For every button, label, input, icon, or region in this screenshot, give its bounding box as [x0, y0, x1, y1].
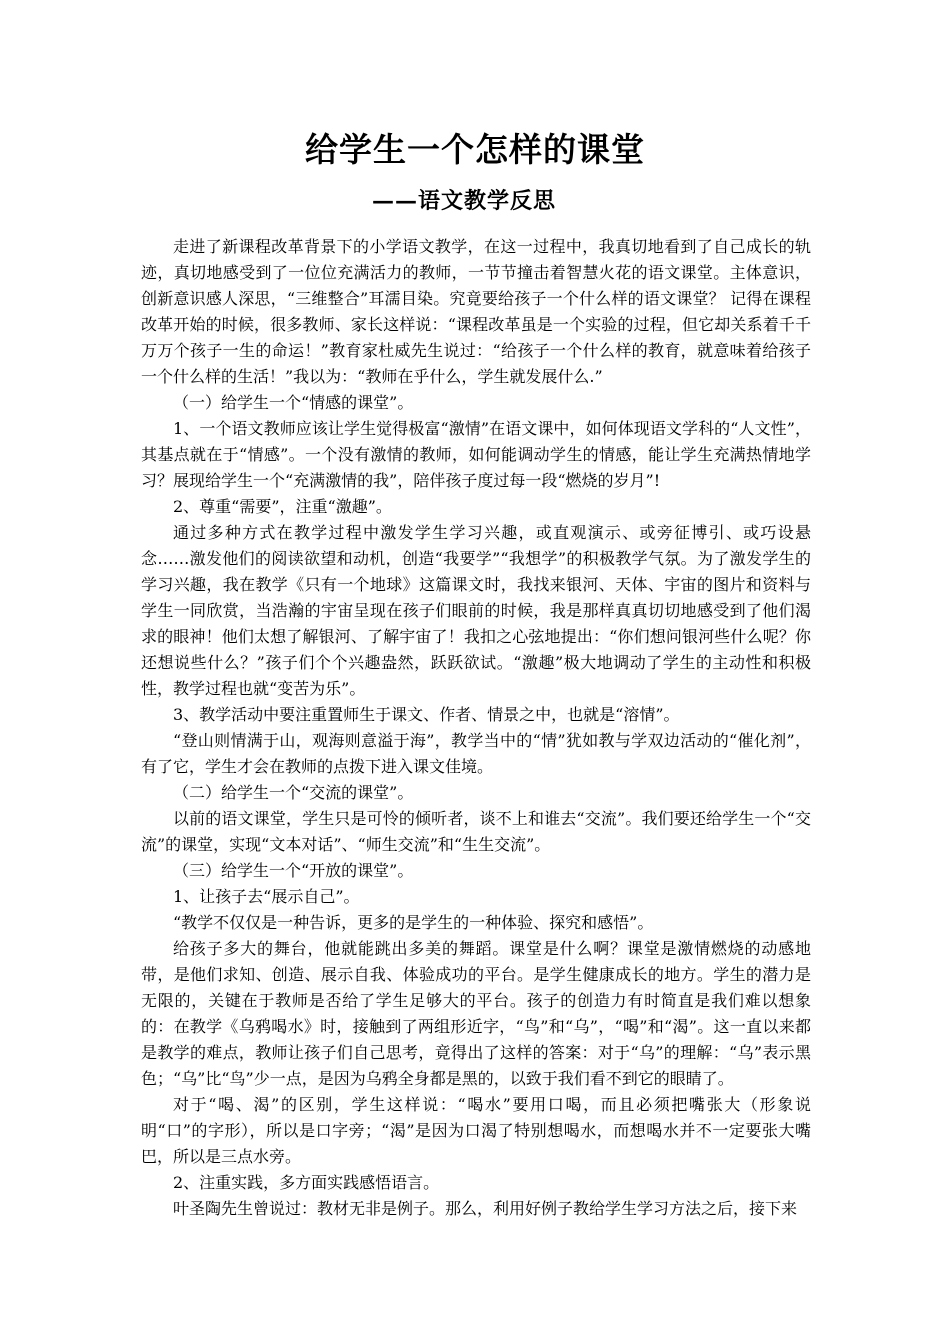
- page-title: 给学生一个怎样的课堂: [305, 130, 645, 169]
- section-heading: （一）给学生一个“情感的课堂”。: [173, 393, 414, 412]
- paragraph: “教学不仅仅是一种告诉，更多的是学生的一种体验、探究和感悟”。: [173, 913, 654, 932]
- section-heading: （二）给学生一个“交流的课堂”。: [173, 783, 414, 802]
- paragraph: 通过多种方式在教学过程中激发学生学习兴趣，或直观演示、或旁征博引、或巧设悬念……激发他们的阅读欲望和动机，创造“我要学”“我想学”的积极教学气氛。为了激发学生的学习兴趣，我在教学《只有一个地球》这篇课文时，我找来银河、天体、宇宙的图片和资料与学生一同欣赏，当浩瀚的宇宙呈现在孩子们眼前的时候，我是那样真真切切地感受到了他们渴求的眼神！他们太想了解银河、了解宇宙了！我扣之心弦地提出：“你们想问银河些什么呢？你还想说些什么？”孩子们个个兴趣盎然，跃跃欲试。“激趣”极大地调动了学生的主动性和积极性，教学过程也就“变苦为乐”。: [141, 523, 811, 698]
- document-body: [141, 234, 811, 1222]
- paragraph: 走进了新课程改革背景下的小学语文教学，在这一过程中，我真切地看到了自己成长的轨迹，真切地感受到了一位位充满活力的教师，一节节撞击着智慧火花的语文课堂。主体意识，创新意识感人深思，“三维整合”耳濡目染。究竟要给孩子一个什么样的语文课堂？ 记得在课程改革开始的时候，很多教师、家长这样说：“课程改革虽是一个实验的过程，但它却关系着千千万万个孩子一生的命运！”教育家杜威先生说过：“给孩子一个什么样的教育，就意味着给孩子一个什么样的生活！”我以为：“教师在乎什么，学生就发展什么.”: [141, 237, 811, 386]
- section-heading: （三）给学生一个“开放的课堂”。: [173, 861, 414, 880]
- paragraph: 给孩子多大的舞台，他就能跳出多美的舞蹈。课堂是什么啊？课堂是激情燃烧的动感地带，是他们求知、创造、展示自我、体验成功的平台。是学生健康成长的地方。学生的潜力是无限的，关键在于教师是否给了学生足够大的平台。孩子的创造力有时简直是我们难以想象的：在教学《乌鸦喝水》时，接触到了两组形近字，“鸟”和“乌”，“喝”和“渴”。这一直以来都是教学的难点，教师让孩子们自己思考，竟得出了这样的答案：对于“乌”的理解：“乌”表示黑色；“乌”比“鸟”少一点，是因为乌鸦全身都是黑的，以致于我们看不到它的眼睛了。: [141, 939, 811, 1088]
- paragraph: 2、注重实践，多方面实践感悟语言。: [173, 1173, 440, 1192]
- paragraph: 1、让孩子去“展示自己”。: [173, 887, 360, 906]
- paragraph: 3、教学活动中要注重置师生于课文、作者、情景之中，也就是“溶情”。: [173, 705, 680, 724]
- paragraph: 叶圣陶先生曾说过：教材无非是例子。那么，利用好例子教给学生学习方法之后，接下来: [173, 1199, 798, 1218]
- paragraph: 对于“喝、渴”的区别，学生这样说：“喝水”要用口喝，而且必须把嘴张大（形象说明“口”的字形），所以是口字旁；“渴”是因为口渴了特别想喝水，而想喝水并不一定要张大嘴巴，所以是三点水旁。: [141, 1095, 811, 1166]
- paragraph: “登山则情满于山，观海则意溢于海”，教学当中的“情”犹如教与学双边活动的“催化剂”，有了它，学生才会在教师的点拨下进入课文佳境。: [141, 731, 811, 776]
- paragraph: 以前的语文课堂，学生只是可怜的倾听者，谈不上和谁去“交流”。我们要还给学生一个“交流”的课堂，实现“文本对话”、“师生交流”和“生生交流”。: [141, 809, 811, 854]
- paragraph: 2、尊重“需要”，注重“激趣”。: [173, 497, 392, 516]
- paragraph: 1、一个语文教师应该让学生觉得极富“激情”在语文课中，如何体现语文学科的“人文性”，其基点就在于“情感”。一个没有激情的教师，如何能调动学生的情感，能让学生充满热情地学习？展现给学生一个“充满激情的我”，陪伴孩子度过每一段“燃烧的岁月”!: [141, 419, 811, 490]
- page-subtitle: ——语文教学反思: [372, 188, 557, 214]
